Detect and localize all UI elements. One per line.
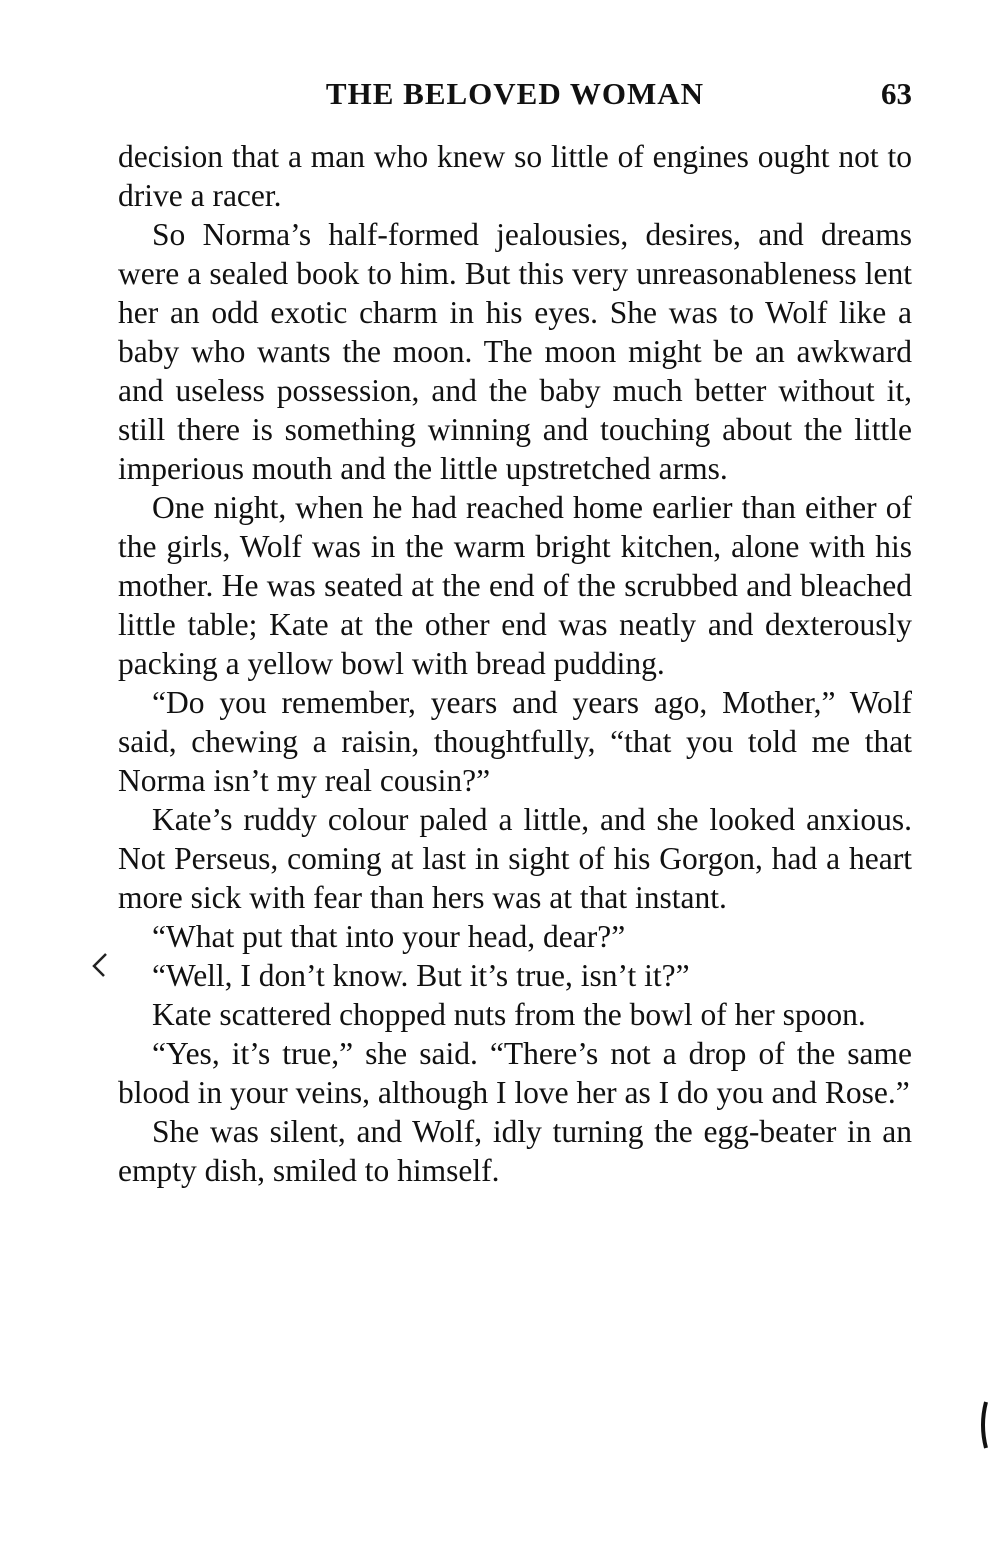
- paragraph-8: Kate scattered chopped nuts from the bowl of her spoon.: [152, 997, 866, 1032]
- paragraph-9: “Yes, it’s true,” she said. “There’s not a drop of the same blood in your veins, although I love her as I do you and Rose.”: [118, 1036, 912, 1110]
- paragraph-7: “Well, I don’t know. But it’s true, isn’t it?”: [152, 958, 690, 993]
- edge-mark-icon: [978, 1400, 990, 1450]
- paragraph-6: “What put that into your head, dear?”: [152, 919, 626, 954]
- paragraph-2: So Norma’s half-formed jealousies, desires, and dreams were a sealed book to him. But this very unreasonableness lent her an odd exotic charm in his eyes. She was to Wolf like a baby who wants the moon. The moon might be an awkward and useless possession, and the baby much better without it, still there is something winning and touching about the little imperious mouth and the little upstretched arms.: [118, 217, 912, 486]
- running-title: THE BELOVED WOMAN: [325, 76, 705, 111]
- page-number: 63: [881, 76, 912, 111]
- paragraph-10: She was silent, and Wolf, idly turning the egg-beater in an empty dish, smiled to himself.: [118, 1114, 912, 1188]
- paragraph-3: One night, when he had reached home earlier than either of the girls, Wolf was in the warm bright kitchen, alone with his mother. He was seated at the end of the scrubbed and bleached little table; Kate at the other end was neatly and dexterously packing a yellow bowl with bread pudding.: [118, 490, 912, 681]
- paragraph-4: “Do you remember, years and years ago, Mother,” Wolf said, chewing a raisin, thoughtfully, “that you told me that Norma isn’t my real cousin?”: [118, 685, 912, 798]
- paragraph-5: Kate’s ruddy colour paled a little, and she looked anxious. Not Perseus, coming at last in sight of his Gorgon, had a heart more sick with fear than hers was at that instant.: [118, 802, 912, 915]
- running-head: [118, 76, 912, 120]
- body-text: [118, 137, 912, 1190]
- paragraph-1: decision that a man who knew so little of engines ought not to drive a racer.: [118, 139, 912, 213]
- margin-mark-icon: [88, 950, 110, 980]
